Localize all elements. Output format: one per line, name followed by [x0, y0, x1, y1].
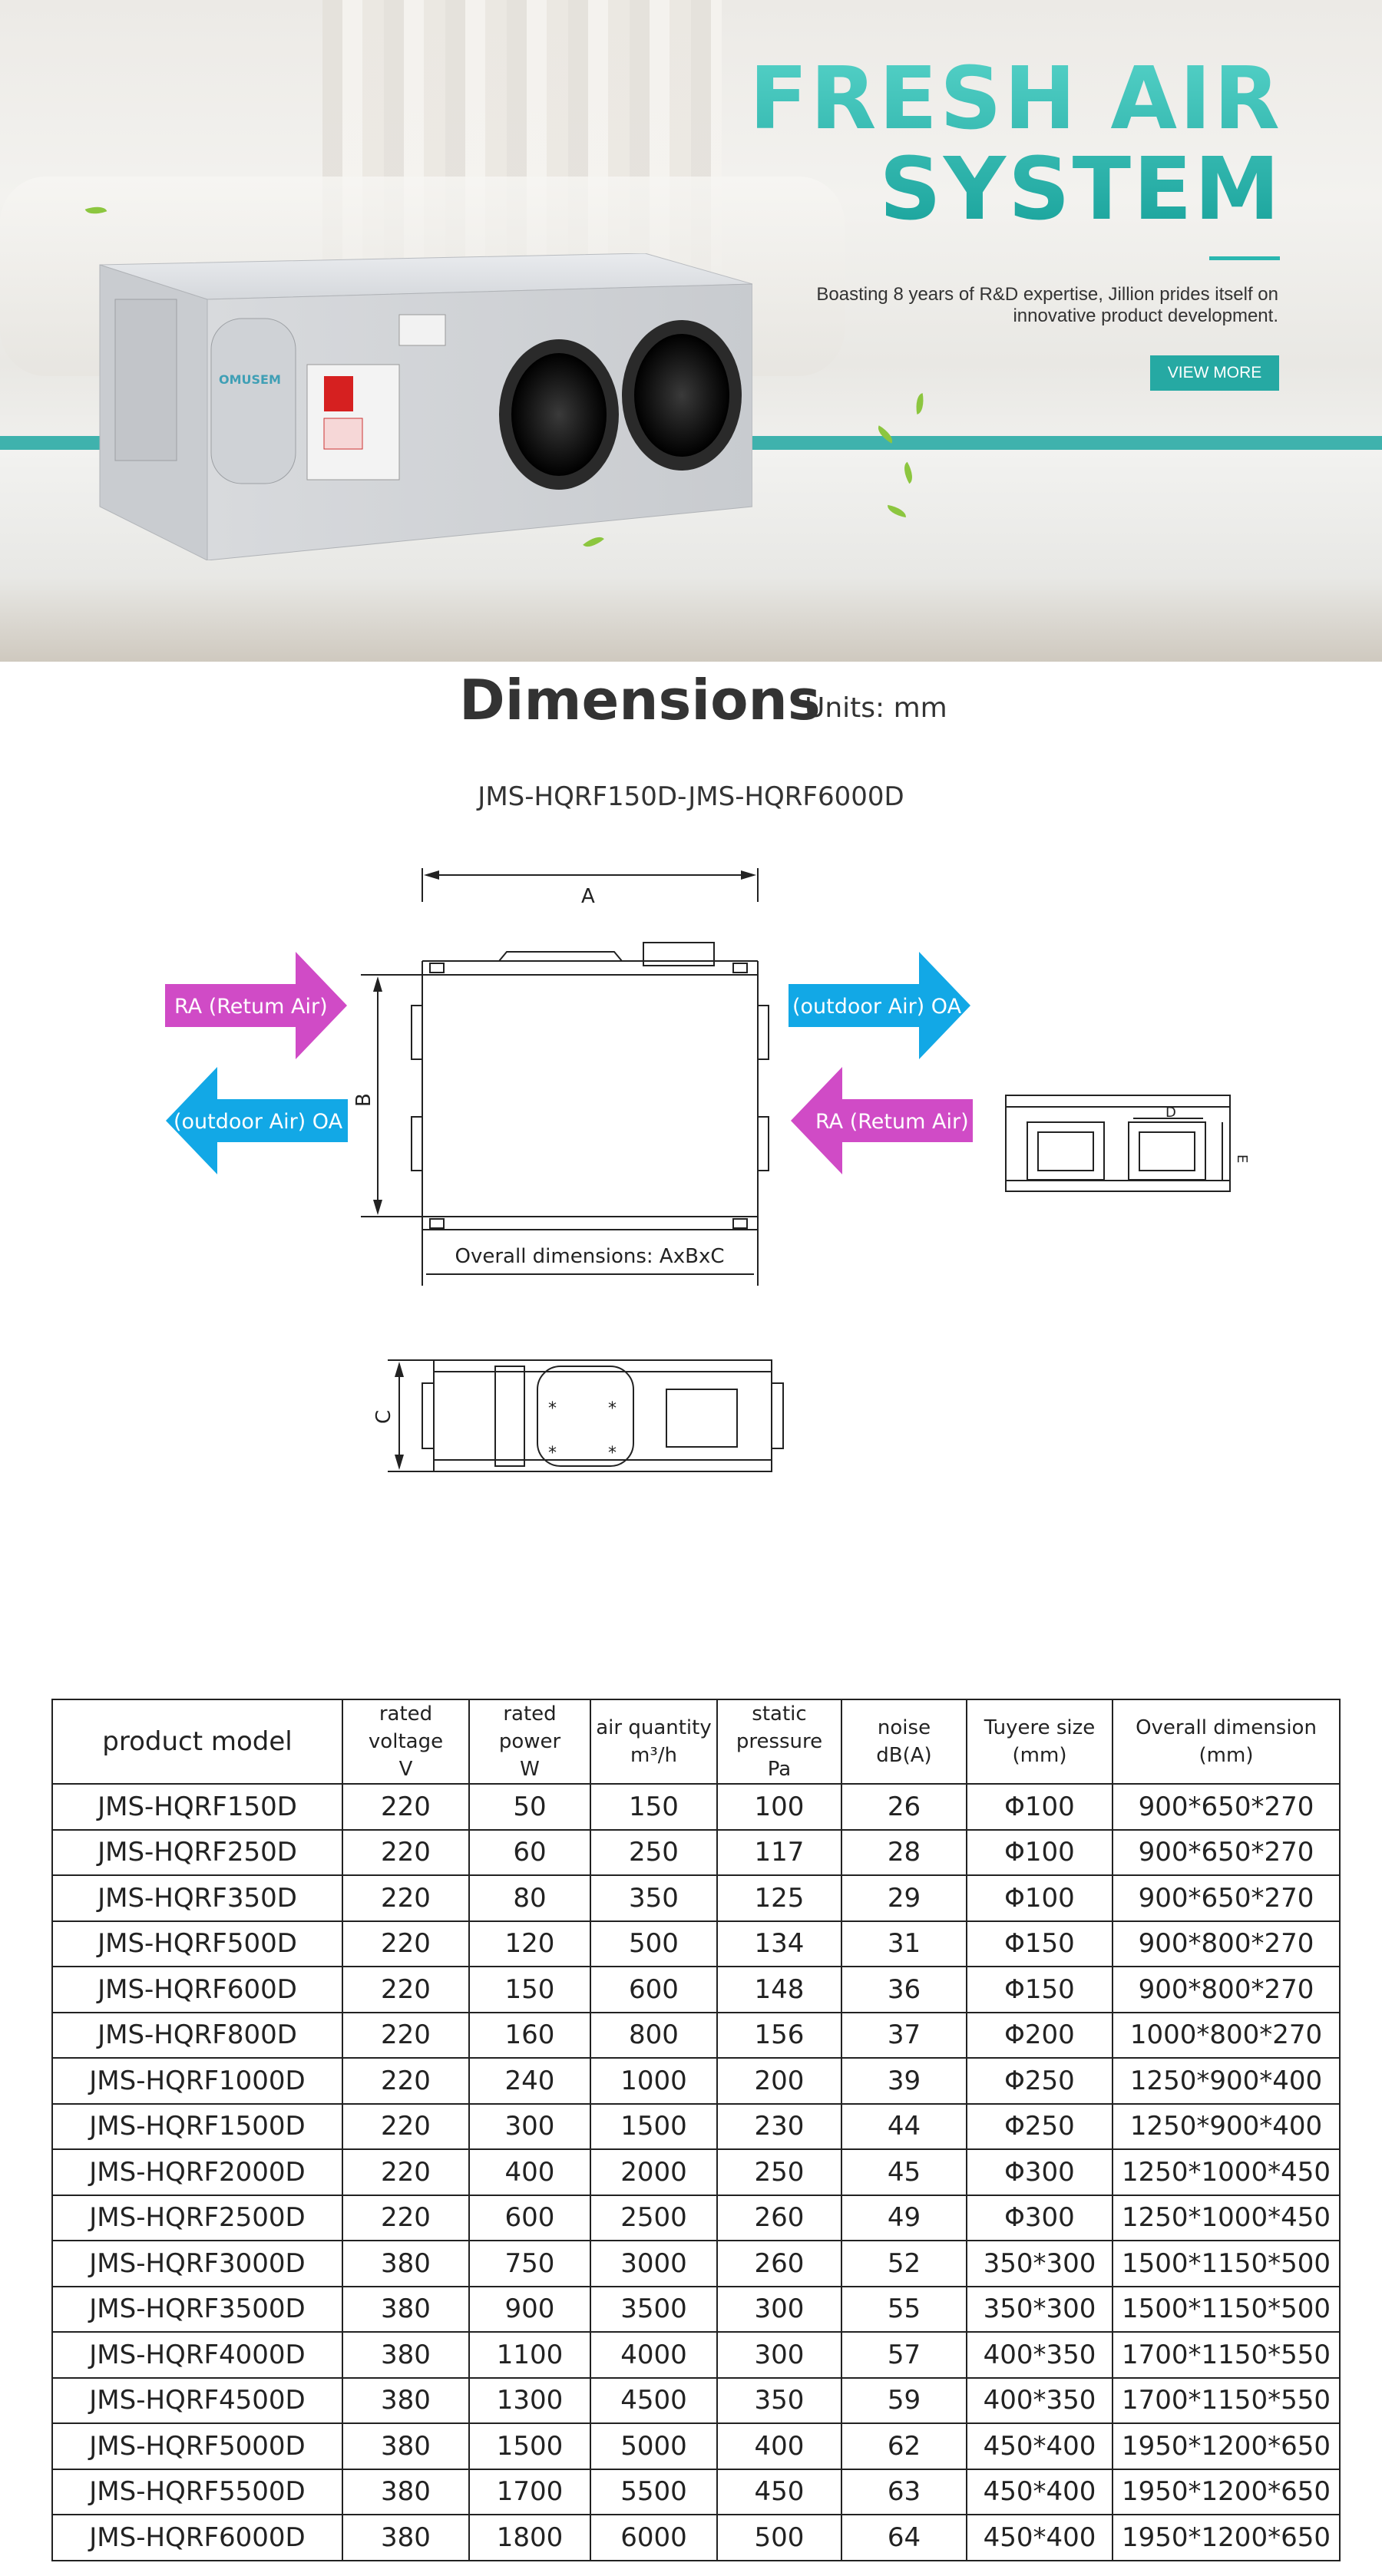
table-cell: 500: [717, 2515, 841, 2561]
table-cell: 380: [342, 2287, 469, 2333]
dimension-label-e: E: [1234, 1154, 1250, 1164]
table-cell: 900*650*270: [1113, 1830, 1340, 1876]
table-cell: 1000*800*270: [1113, 2013, 1340, 2059]
table-cell: 150: [590, 1784, 717, 1830]
table-cell: 220: [342, 2149, 469, 2195]
model-cell: JMS-HQRF3500D: [52, 2287, 342, 2333]
table-cell: 1000: [590, 2058, 717, 2104]
table-cell: 5500: [590, 2469, 717, 2515]
table-cell: 120: [469, 1921, 590, 1967]
model-range: JMS-HQRF150D-JMS-HQRF6000D: [478, 781, 904, 812]
brand-logo: OMUSEM: [219, 372, 281, 387]
svg-text:*: *: [548, 1444, 557, 1463]
table-cell: Φ100: [967, 1875, 1113, 1921]
model-cell: JMS-HQRF4000D: [52, 2332, 342, 2378]
column-header: [52, 1699, 342, 1784]
table-cell: 230: [717, 2104, 841, 2150]
table-cell: 1950*1200*650: [1113, 2515, 1340, 2561]
column-header-unit: Pa: [767, 1758, 792, 1781]
dimension-label-d: D: [1165, 1105, 1176, 1121]
hero-title-line2: SYSTEM: [879, 140, 1282, 239]
table-cell: 63: [841, 2469, 967, 2515]
table-cell: 1700*1150*550: [1113, 2378, 1340, 2424]
table-cell: 250: [717, 2149, 841, 2195]
table-cell: 1800: [469, 2515, 590, 2561]
table-cell: 44: [841, 2104, 967, 2150]
column-header-label: static pressure: [736, 1702, 823, 1753]
table-cell: 220: [342, 2195, 469, 2241]
table-cell: 400*350: [967, 2378, 1113, 2424]
table-cell: 300: [717, 2287, 841, 2333]
column-header-label: Tuyere size: [984, 1716, 1096, 1739]
table-cell: 52: [841, 2241, 967, 2287]
table-row: [52, 2058, 1340, 2104]
table-cell: 220: [342, 1875, 469, 1921]
table-row: [52, 1967, 1340, 2013]
table-cell: 2500: [590, 2195, 717, 2241]
table-cell: 49: [841, 2195, 967, 2241]
table-cell: 3000: [590, 2241, 717, 2287]
table-cell: 1500: [469, 2423, 590, 2469]
table-row: [52, 2241, 1340, 2287]
section-title: Dimensions: [459, 668, 821, 732]
table-cell: 900*650*270: [1113, 1875, 1340, 1921]
table-cell: 36: [841, 1967, 967, 2013]
column-header: [469, 1699, 590, 1784]
model-cell: JMS-HQRF800D: [52, 2013, 342, 2059]
column-header-unit: dB(A): [876, 1744, 932, 1767]
hero-divider: [1209, 256, 1280, 260]
table-cell: 380: [342, 2378, 469, 2424]
table-row: [52, 2332, 1340, 2378]
return-air-label-left: RA (Retum Air): [174, 995, 328, 1019]
table-cell: 900*650*270: [1113, 1784, 1340, 1830]
fresh-air-unit-image: [92, 253, 752, 560]
table-cell: 150: [469, 1967, 590, 2013]
column-header-unit: V: [398, 1758, 413, 1781]
table-cell: 220: [342, 2013, 469, 2059]
table-cell: 1500*1150*500: [1113, 2287, 1340, 2333]
table-cell: 260: [717, 2241, 841, 2287]
table-cell: 4000: [590, 2332, 717, 2378]
column-header-label: rated power: [498, 1702, 561, 1753]
table-cell: 300: [469, 2104, 590, 2150]
svg-text:*: *: [548, 1399, 557, 1418]
table-cell: Φ250: [967, 2058, 1113, 2104]
dimension-label-b: B: [352, 1093, 375, 1107]
table-cell: 37: [841, 2013, 967, 2059]
table-cell: 500: [590, 1921, 717, 1967]
table-cell: 1950*1200*650: [1113, 2469, 1340, 2515]
table-cell: 350: [717, 2378, 841, 2424]
model-cell: JMS-HQRF6000D: [52, 2515, 342, 2561]
table-cell: 300: [717, 2332, 841, 2378]
table-cell: 400*350: [967, 2332, 1113, 2378]
table-cell: 220: [342, 2058, 469, 2104]
table-cell: Φ300: [967, 2149, 1113, 2195]
table-cell: 59: [841, 2378, 967, 2424]
dimension-label-c: C: [372, 1409, 395, 1424]
model-cell: JMS-HQRF250D: [52, 1830, 342, 1876]
table-row: [52, 2013, 1340, 2059]
svg-text:*: *: [608, 1399, 617, 1418]
table-cell: 350*300: [967, 2241, 1113, 2287]
table-cell: 1700*1150*550: [1113, 2332, 1340, 2378]
table-cell: 57: [841, 2332, 967, 2378]
table-cell: 240: [469, 2058, 590, 2104]
table-row: [52, 1784, 1340, 1830]
table-body: [52, 1784, 1340, 2561]
table-cell: 750: [469, 2241, 590, 2287]
table-row: [52, 2378, 1340, 2424]
table-cell: 1100: [469, 2332, 590, 2378]
model-cell: JMS-HQRF1000D: [52, 2058, 342, 2104]
table-cell: 1300: [469, 2378, 590, 2424]
table-cell: 1250*1000*450: [1113, 2149, 1340, 2195]
table-row: [52, 2423, 1340, 2469]
column-header-label: rated voltage: [368, 1702, 444, 1753]
table-cell: 80: [469, 1875, 590, 1921]
leaf-decoration: [914, 393, 926, 414]
table-cell: 125: [717, 1875, 841, 1921]
table-cell: 160: [469, 2013, 590, 2059]
model-cell: JMS-HQRF3000D: [52, 2241, 342, 2287]
table-cell: Φ300: [967, 2195, 1113, 2241]
table-cell: 450*400: [967, 2469, 1113, 2515]
table-cell: Φ200: [967, 2013, 1113, 2059]
model-cell: JMS-HQRF2000D: [52, 2149, 342, 2195]
table-cell: 250: [590, 1830, 717, 1876]
column-header-label: noise: [877, 1716, 931, 1739]
table-cell: 31: [841, 1921, 967, 1967]
model-cell: JMS-HQRF5000D: [52, 2423, 342, 2469]
table-cell: 60: [469, 1830, 590, 1876]
table-cell: 380: [342, 2332, 469, 2378]
model-cell: JMS-HQRF4500D: [52, 2378, 342, 2424]
column-header: [717, 1699, 841, 1784]
table-cell: 1250*900*400: [1113, 2058, 1340, 2104]
table-cell: 117: [717, 1830, 841, 1876]
dimension-diagram: [0, 867, 1382, 1520]
table-cell: 134: [717, 1921, 841, 1967]
table-cell: 380: [342, 2423, 469, 2469]
table-cell: 900*800*270: [1113, 1921, 1340, 1967]
model-cell: JMS-HQRF350D: [52, 1875, 342, 1921]
overall-dimensions-caption: Overall dimensions: AxBxC: [455, 1245, 725, 1268]
hero-title: [749, 49, 1282, 239]
table-cell: 400: [469, 2149, 590, 2195]
table-row: [52, 2469, 1340, 2515]
table-cell: 50: [469, 1784, 590, 1830]
hero-banner: [0, 0, 1382, 662]
model-cell: JMS-HQRF5500D: [52, 2469, 342, 2515]
table-cell: 29: [841, 1875, 967, 1921]
model-cell: JMS-HQRF500D: [52, 1921, 342, 1967]
table-cell: Φ100: [967, 1830, 1113, 1876]
column-header-label: air quantity: [596, 1716, 712, 1739]
column-header: [1113, 1699, 1340, 1784]
table-cell: 2000: [590, 2149, 717, 2195]
table-header-row: [52, 1699, 1340, 1784]
table-cell: 1500: [590, 2104, 717, 2150]
table-cell: Φ150: [967, 1921, 1113, 1967]
table-row: [52, 1875, 1340, 1921]
units-label: Units: mm: [805, 692, 947, 724]
model-cell: JMS-HQRF600D: [52, 1967, 342, 2013]
table-cell: 64: [841, 2515, 967, 2561]
table-cell: 3500: [590, 2287, 717, 2333]
outdoor-air-label-right: (outdoor Air) OA: [792, 995, 962, 1019]
column-header: [590, 1699, 717, 1784]
table-row: [52, 1921, 1340, 1967]
table-cell: 900: [469, 2287, 590, 2333]
table-cell: 55: [841, 2287, 967, 2333]
table-cell: 156: [717, 2013, 841, 2059]
column-header: [841, 1699, 967, 1784]
spec-table: [51, 1699, 1341, 2561]
table-cell: 380: [342, 2241, 469, 2287]
table-cell: Φ150: [967, 1967, 1113, 2013]
table-cell: 1250*1000*450: [1113, 2195, 1340, 2241]
table-cell: 450*400: [967, 2515, 1113, 2561]
model-cell: JMS-HQRF1500D: [52, 2104, 342, 2150]
table-cell: Φ100: [967, 1784, 1113, 1830]
table-cell: 380: [342, 2469, 469, 2515]
table-cell: 450*400: [967, 2423, 1113, 2469]
table-cell: 6000: [590, 2515, 717, 2561]
table-cell: 100: [717, 1784, 841, 1830]
table-cell: 380: [342, 2515, 469, 2561]
column-header-unit: m³/h: [630, 1744, 677, 1767]
column-header-unit: (mm): [1012, 1744, 1067, 1767]
table-cell: 600: [590, 1967, 717, 2013]
table-cell: 400: [717, 2423, 841, 2469]
table-cell: 220: [342, 1967, 469, 2013]
table-cell: 1250*900*400: [1113, 2104, 1340, 2150]
table-row: [52, 2104, 1340, 2150]
table-cell: 220: [342, 2104, 469, 2150]
table-cell: 260: [717, 2195, 841, 2241]
table-cell: 28: [841, 1830, 967, 1876]
table-row: [52, 2287, 1340, 2333]
table-cell: 800: [590, 2013, 717, 2059]
table-cell: 900*800*270: [1113, 1967, 1340, 2013]
table-cell: 200: [717, 2058, 841, 2104]
view-more-button[interactable]: VIEW MORE: [1150, 355, 1279, 391]
table-cell: 45: [841, 2149, 967, 2195]
table-cell: 220: [342, 1784, 469, 1830]
table-cell: 450: [717, 2469, 841, 2515]
table-cell: 1500*1150*500: [1113, 2241, 1340, 2287]
hero-title-line1: FRESH AIR: [749, 49, 1282, 149]
table-cell: 350*300: [967, 2287, 1113, 2333]
column-header-unit: W: [520, 1758, 540, 1781]
table-cell: 26: [841, 1784, 967, 1830]
table-row: [52, 2149, 1340, 2195]
table-cell: 1700: [469, 2469, 590, 2515]
outdoor-air-label-left: (outdoor Air) OA: [174, 1110, 343, 1134]
dimension-label-a: A: [581, 885, 595, 908]
table-row: [52, 2195, 1340, 2241]
svg-text:*: *: [608, 1444, 617, 1463]
table-cell: Φ250: [967, 2104, 1113, 2150]
hero-description: Boasting 8 years of R&D expertise, Jillion prides itself on innovative product development.: [816, 284, 1278, 326]
table-cell: 5000: [590, 2423, 717, 2469]
table-cell: 220: [342, 1830, 469, 1876]
table-cell: 220: [342, 1921, 469, 1967]
table-cell: 350: [590, 1875, 717, 1921]
table-row: [52, 1830, 1340, 1876]
table-cell: 148: [717, 1967, 841, 2013]
column-header-label: product model: [102, 1726, 293, 1757]
column-header-label: Overall dimension (mm): [1136, 1716, 1317, 1767]
model-cell: JMS-HQRF2500D: [52, 2195, 342, 2241]
table-cell: 4500: [590, 2378, 717, 2424]
table-cell: 1950*1200*650: [1113, 2423, 1340, 2469]
table-cell: 600: [469, 2195, 590, 2241]
column-header: [342, 1699, 469, 1784]
table-cell: 39: [841, 2058, 967, 2104]
model-cell: JMS-HQRF150D: [52, 1784, 342, 1830]
table-row: [52, 2515, 1340, 2561]
table-cell: 62: [841, 2423, 967, 2469]
return-air-label-right: RA (Retum Air): [815, 1110, 969, 1134]
column-header: [967, 1699, 1113, 1784]
